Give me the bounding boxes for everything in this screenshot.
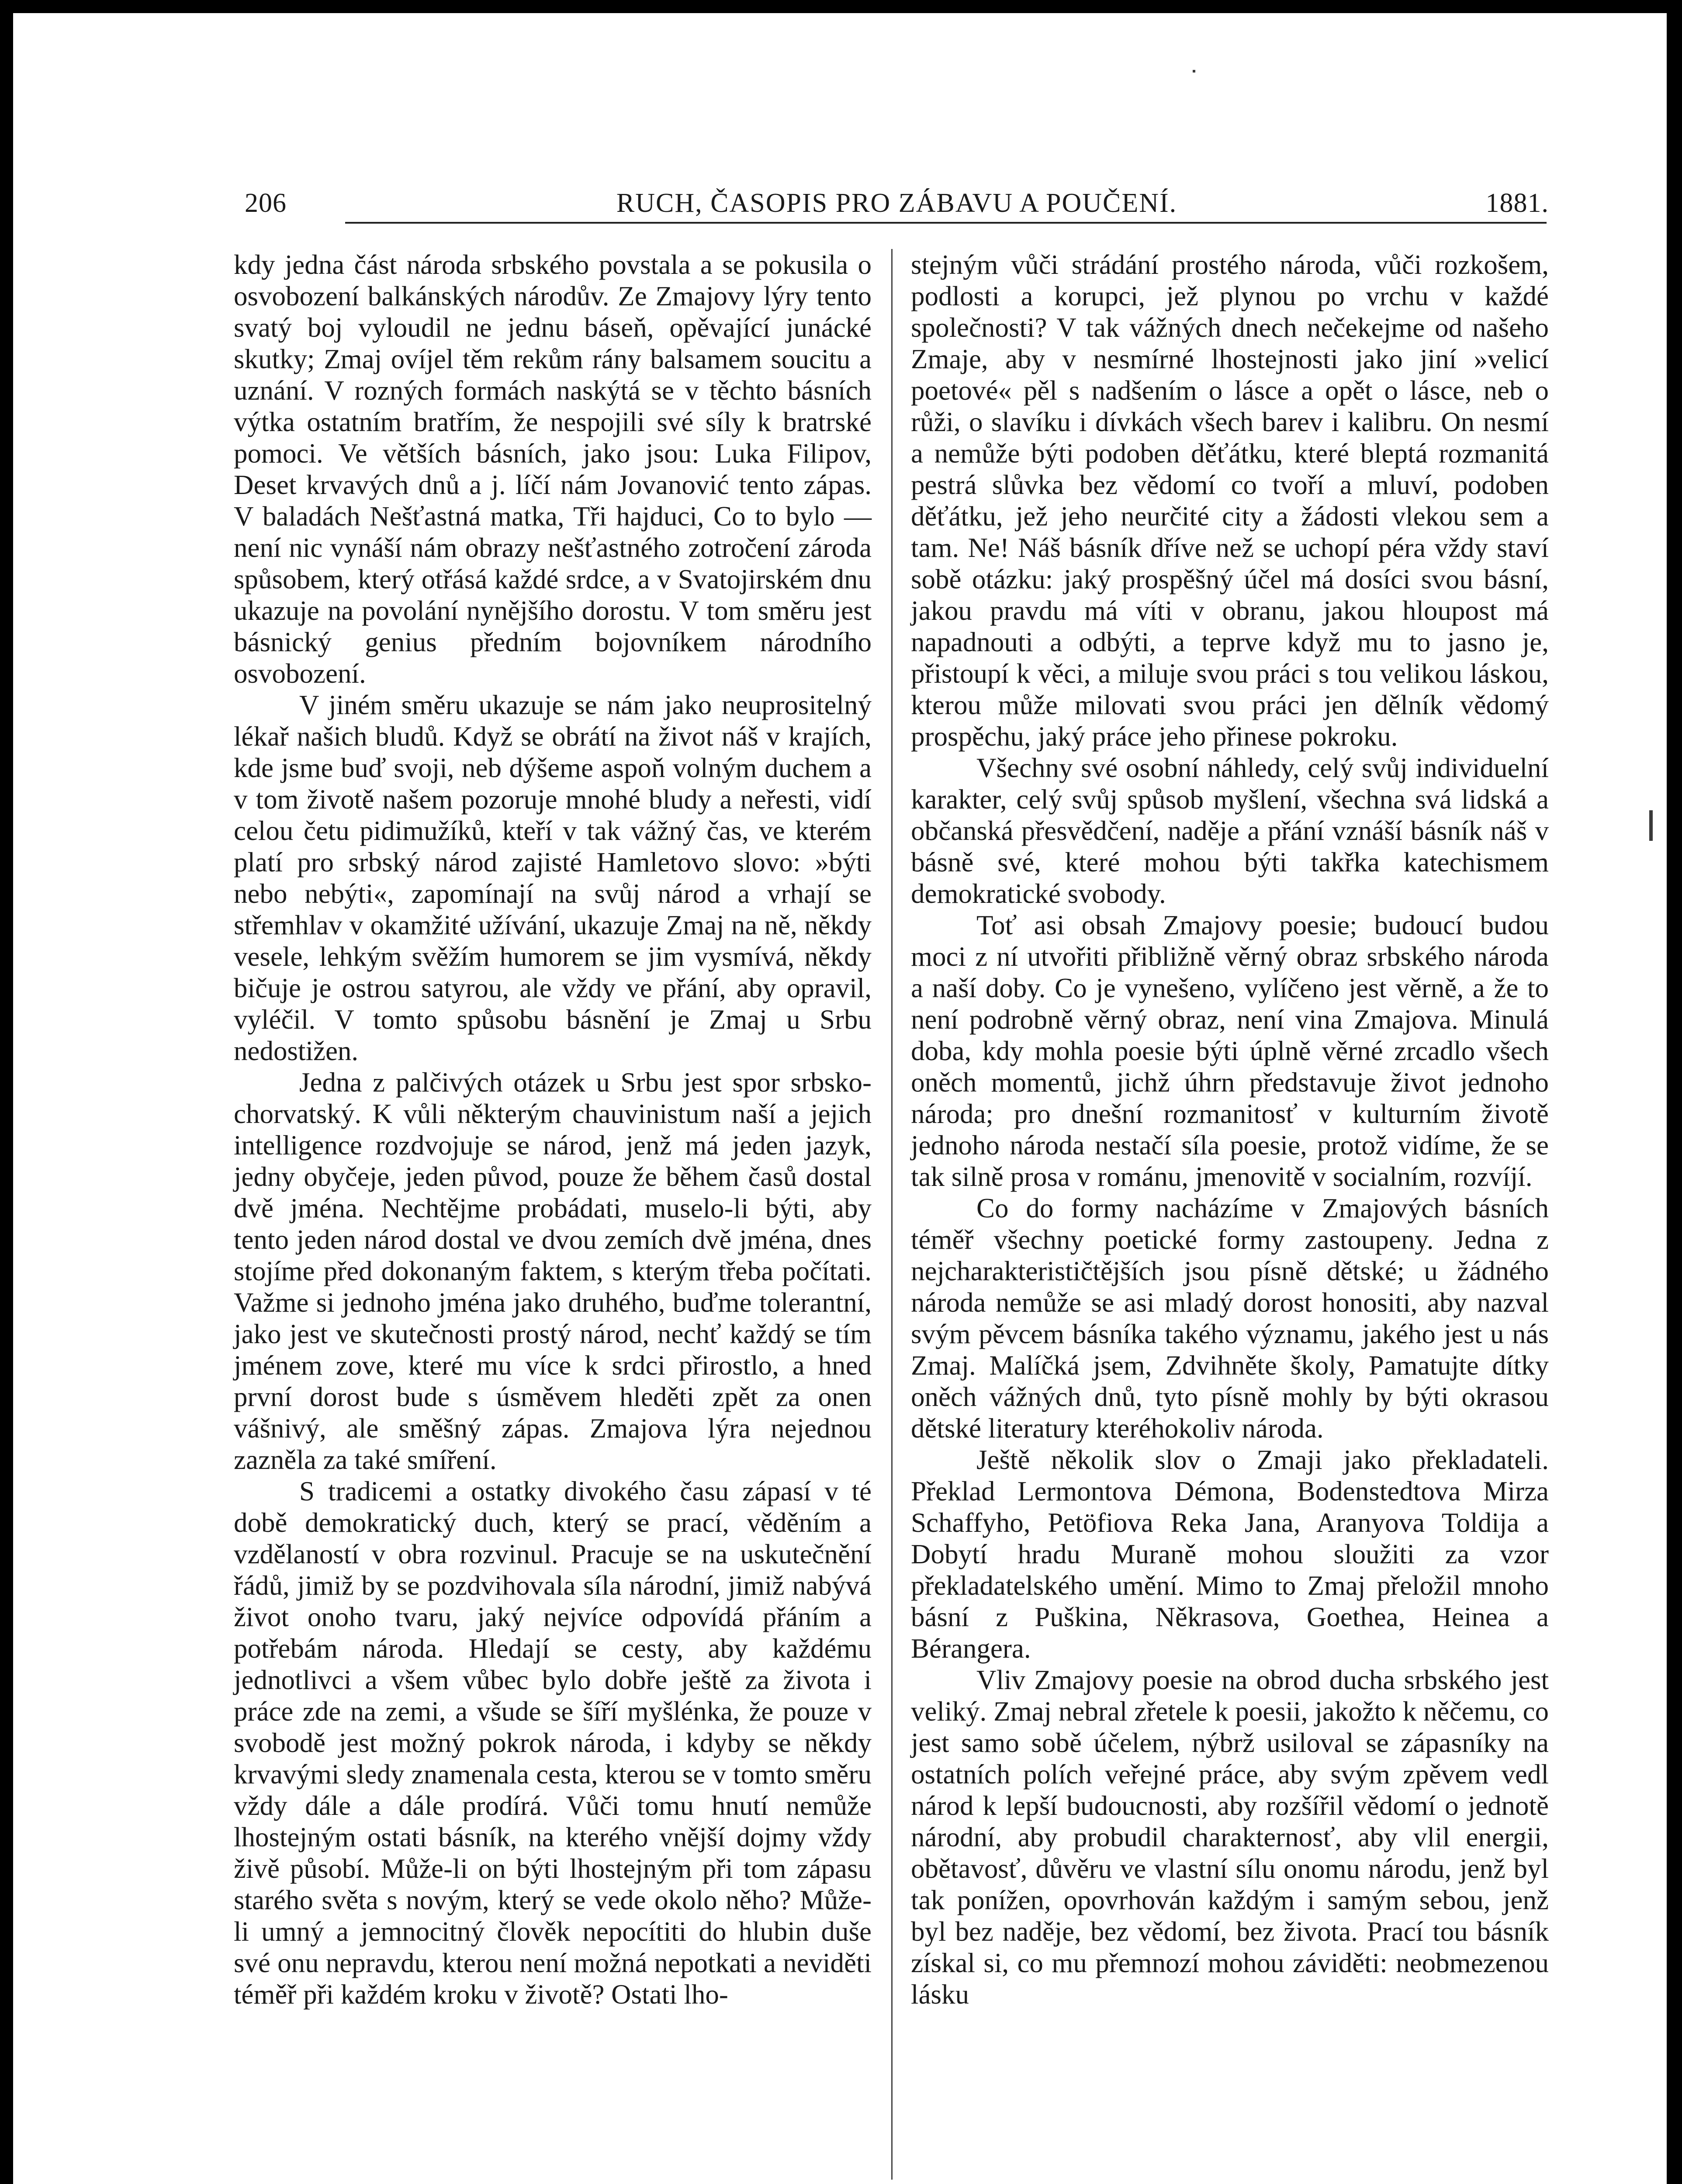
paragraph: Toť asi obsah Zmajovy poesie; budoucí budou moci z ní utvořiti přibližně věrný obraz srbského národa a naší doby. Co je vynešeno, vylíčeno jest věrně, a že to není podrobně věrný obraz, není vina Zmajova. Minulá doba, kdy mohla poesie býti úplně věrné zrcadlo všech oněch momentů, jichž úhrn představuje život jednoho národa; pro dnešní rozmanitosť v kulturním životě jednoho národa nestačí síla poesie, protož vidíme, že se tak silně prosa v románu, jmenovitě v socialním, rozvíjí. (911, 910, 1549, 1192)
column-divider (891, 249, 893, 2180)
left-column (234, 249, 872, 2184)
journal-title: RUCH, ČASOPIS PRO ZÁBAVU A POUČENÍ. (616, 188, 1177, 218)
header-year: 1881. (1485, 188, 1549, 218)
paragraph: stejným vůči strádání prostého národa, vůči rozkošem, podlosti a korupci, jež plynou po vrchu v každé společnosti? V tak vážných dnech nečekejme od našeho Zmaje, aby v nesmírné lhostejnosti jako jiní »velicí poetové« pěl s nadšením o lásce a opět o lásce, neb o růži, o slavíku i dívkách všech barev i kalibru. On nesmí a nemůže býti podoben děťátku, které bleptá rozmanitá pestrá slůvka bez vědomí co tvoří a mluví, podoben děťátku, jež jeho neurčité city a žádosti vlekou sem a tam. Ne! Náš básník dříve než se uchopí péra vždy staví sobě otázku: jaký prospěšný účel má dosíci svou básní, jakou pravdu má víti v obranu, jakou hloupost má napadnouti a odbýti, a teprve když mu to jasno je, přistoupí k věci, a miluje svou práci s tou velikou láskou, kterou může milovati svou práci jen dělník vědomý prospěchu, jaký práce jeho přinese pokroku. (911, 249, 1549, 752)
paragraph: kdy jedna část národa srbského povstala a se pokusila o osvobození balkánských národův. Ze Zmajovy lýry tento svatý boj vyloudil ne jednu báseň, opěvající junácké skutky; Zmaj ovíjel těm rekům rány balsamem soucitu a uznání. V rozných formách naskýtá se v těchto básních výtka ostatním bratřím, že nespojili své síly k bratrské pomoci. Ve větších básních, jako jsou: Luka Filipov, Deset krvavých dnů a j. líčí nám Jovanović tento zápas. V baladách Nešťastná matka, Tři hajduci, Co to bylo — není nic vynáší nám obrazy nešťastného zotročení zároda spůsobem, který otřásá každé srdce, a v Svatojirském dnu ukazuje na povolání nynějšího dorostu. V tom směru jest básnický genius předním bojovníkem národního osvobození. (234, 249, 872, 689)
paragraph: S tradicemi a ostatky divokého času zápasí v té době demokratický duch, který se prací, věděním a vzdělaností v obra rozvinul. Pracuje se na uskutečnění řádů, jimiž by se pozdvihovala síla národní, jimiž nabývá život onoho tvaru, jaký nejvíce odpovídá přáním a potřebám národa. Hledají se cesty, aby každému jednotlivci a všem vůbec bylo dobře ještě za života i práce zde na zemi, a všude se šíří myšlénka, že pouze v svobodě jest možný pokrok národa, i kdyby se někdy krvavými sledy znamenala cesta, kterou se v tomto směru vždy dále a dále prodírá. Vůči tomu hnutí nemůže lhostejným ostati básník, na kterého vnější dojmy vždy živě působí. Může-li on býti lhostejným při tom zápasu starého světa s novým, který se vede okolo něho? Může-li umný a jemnocitný člověk nepocítiti do hlubin duše své onu nepravdu, kterou není možná nepotkati a neviděti téměř při každém kroku v životě? Ostati lho- (234, 1476, 872, 2010)
paragraph: Jedna z palčivých otázek u Srbu jest spor srbsko-chorvatský. K vůli některým chauvinistum naší a jejich intelligence rozdvojuje se národ, jenž má jeden jazyk, jedny obyčeje, jeden původ, pouze že během časů dostal dvě jména. Nechtějme probádati, muselo-li býti, aby tento jeden národ dostal ve dvou zemích dvě jména, dnes stojíme před dokonaným faktem, s kterým třeba počítati. Važme si jednoho jména jako druhého, buďme tolerantní, jako jest ve skutečnosti prostý národ, nechť každý se tím jménem zove, které mu více k srdci přirostlo, a hned první dorost bude s úsměvem hleděti zpět za onen vášnivý, ale směšný zápas. Zmajova lýra nejednou zazněla za také smíření. (234, 1067, 872, 1475)
right-column (911, 249, 1549, 2184)
page-number: 206 (245, 188, 287, 218)
paragraph: Ještě několik slov o Zmaji jako překladateli. Překlad Lermontova Démona, Bodenstedtova Mirza Schaffyho, Petöfiova Reka Jana, Aranyova Toldija a Dobytí hradu Muraně mohou sloužiti za vzor překladatelského umění. Mimo to Zmaj přeložil mnoho básní z Puškina, Někrasova, Goethea, Heinea a Bérangera. (911, 1444, 1549, 1664)
scan-mark (1649, 810, 1653, 841)
running-header (245, 186, 1549, 221)
scanned-page (13, 13, 1667, 2184)
paragraph: Vliv Zmajovy poesie na obrod ducha srbského jest veliký. Zmaj nebral zřetele k poesii, jakožto k něčemu, co jest samo sobě účelem, nýbrž usiloval se zápasníky na ostatních polích veřejné práce, aby svým zpěvem vedl národ k lepší budoucnosti, aby rozšířil vědomí o jednotě národní, aby probudil charakternosť, aby vlil energii, obětavosť, důvěru ve vlastní sílu onomu národu, jenž byl tak ponížen, opovrhován každým i samým sebou, jenž byl bez naděje, bez vědomí, bez života. Prací tou básník získal si, co mu přemnozí mohou záviděti: neobmezenou lásku (911, 1665, 1549, 2010)
scan-mark (1193, 70, 1195, 73)
paragraph: V jiném směru ukazuje se nám jako neuprositelný lékař našich bludů. Když se obrátí na život náš v krajích, kde jsme buď svoji, neb dýšeme aspoň volným duchem a v tom životě našem pozoruje mnohé bludy a neřesti, vidí celou četu pidimužíků, kteří v tak vážný čas, ve kterém platí pro srbský národ zajisté Hamletovo slovo: »býti nebo nebýti«, zapomínají na svůj národ a vrhají se střemhlav v okamžité užívání, ukazuje Zmaj na ně, někdy vesele, lehkým svěžím humorem se jim vysmívá, někdy bičuje je ostrou satyrou, ale vždy ve přání, aby opravil, vyléčil. V tomto spůsobu básnění je Zmaj u Srbu nedostižen. (234, 690, 872, 1066)
paragraph: Co do formy nacházíme v Zmajových básních téměř všechny poetické formy zastoupeny. Jedna z nejcharakterističtějších jsou písně dětské; u žádného národa nemůže se asi mladý dorost honositi, aby nazval svým pěvcem básníka takého významu, jakého jest u nás Zmaj. Malíčká jsem, Zdvihněte školy, Pamatujte dítky oněch vážných dnů, tyto písně mohly by býti okrasou dětské literatury kteréhokoliv národa. (911, 1193, 1549, 1444)
header-rule (345, 222, 1547, 224)
paragraph: Všechny své osobní náhledy, celý svůj individuelní karakter, celý svůj spůsob myšlení, všechna svá lidská a občanská přesvědčení, naděje a přání vznáší básník náš v básně své, které mohou býti takřka katechismem demokratické svobody. (911, 753, 1549, 909)
